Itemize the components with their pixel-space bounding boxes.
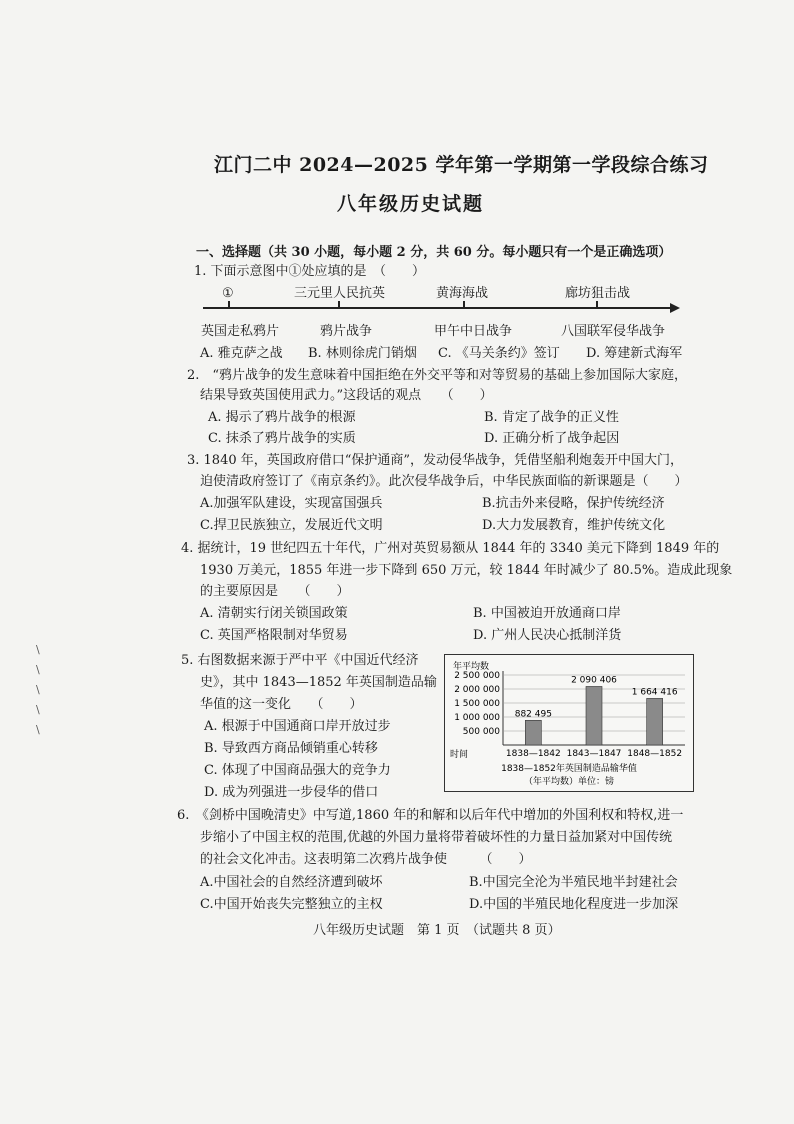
question-4-line: 1930 万美元，1855 年进一步下降到 650 万元，较 1844 年时减少了 80.5%。造成此现象 — [200, 563, 733, 578]
q3-option-b[interactable]: B.抗击外来侵略，保护传统经济 — [482, 496, 665, 511]
bar — [586, 686, 602, 745]
y-tick-label: 2 500 000 — [454, 671, 500, 681]
question-6-line: 6. 《剑桥中国晚清史》中写道,1860 年的和解和以后年代中增加的外国利权和特权,进一 — [177, 808, 684, 823]
q2-option-d[interactable]: D. 正确分析了战争起因 — [484, 431, 620, 446]
chart-caption-unit: （年平均数）单位：镑 — [523, 777, 615, 787]
timeline-bottom-label: 英国走私鸦片 — [201, 324, 280, 339]
x-tick-label: 1848—1852 — [627, 749, 683, 759]
timeline-top-label: ① — [222, 286, 234, 301]
timeline-tick — [596, 301, 598, 309]
y-tick-label: 500 000 — [462, 727, 500, 737]
question-5-line: 5. 右图数据来源于严中平《中国近代经济 — [181, 653, 419, 668]
trade-chart — [444, 654, 694, 792]
question-1-stem: 1. 下面示意图中①处应填的是 （ ） — [194, 264, 426, 279]
q1-option-a[interactable]: A. 雅克萨之战 — [200, 346, 283, 361]
timeline-top-label: 黄海海战 — [436, 286, 489, 301]
timeline-bottom-label: 甲午中日战争 — [434, 324, 513, 339]
trade-bar-chart — [445, 655, 693, 791]
question-4-line: 的主要原因是 （ ） — [200, 584, 350, 599]
q6-option-b[interactable]: B.中国完全沦为半殖民地半封建社会 — [469, 875, 678, 890]
q2-option-a[interactable]: A. 揭示了鸦片战争的根源 — [208, 410, 356, 425]
timeline-tick — [463, 301, 465, 309]
q1-option-b[interactable]: B. 林则徐虎门销烟 — [308, 346, 417, 361]
q5-option-d[interactable]: D. 成为列强进一步侵华的借口 — [204, 785, 379, 800]
question-3-line: 3. 1840 年，英国政府借口“保护通商”，发动侵华战争，凭借坚船利炮轰开中国大门， — [187, 453, 684, 468]
timeline-axis — [203, 307, 671, 309]
q1-option-c[interactable]: C. 《马关条约》签订 — [438, 346, 560, 361]
exam-subtitle: 八年级历史试题 — [337, 193, 485, 215]
q4-option-a[interactable]: A. 清朝实行闭关锁国政策 — [200, 606, 348, 621]
timeline-top-label: 廊坊狙击战 — [565, 286, 631, 301]
timeline-bottom-label: 鸦片战争 — [320, 324, 373, 339]
q5-option-a[interactable]: A. 根源于中国通商口岸开放过步 — [204, 719, 391, 734]
y-tick-label: 1 500 000 — [454, 699, 500, 709]
q5-option-c[interactable]: C. 体现了中国商品强大的竞争力 — [204, 763, 391, 778]
y-tick-label: 2 000 000 — [454, 685, 500, 695]
q4-option-c[interactable]: C. 英国严格限制对华贸易 — [200, 628, 348, 643]
exam-title: 江门二中 2024—2025 学年第一学期第一学段综合练习 — [214, 154, 709, 176]
chart-ylabel: 年平均数 — [453, 662, 490, 672]
x-tick-label: 1838—1842 — [505, 749, 561, 759]
timeline-tick — [228, 301, 230, 309]
question-5-line: 史》，其中 1843—1852 年英国制造品输 — [200, 675, 437, 690]
q3-option-c[interactable]: C.捍卫民族独立，发展近代文明 — [200, 518, 383, 533]
timeline-bottom-label: 八国联军侵华战争 — [561, 324, 666, 339]
page-footer: 八年级历史试题 第 1 页 （试题共 8 页） — [313, 923, 561, 938]
question-6-line: 步缩小了中国主权的范围,优越的外国力量将带着破坏性的力量日益加紧对中国传统 — [200, 830, 673, 845]
y-tick-label: 1 000 000 — [454, 713, 500, 723]
q4-option-b[interactable]: B. 中国被迫开放通商口岸 — [473, 606, 621, 621]
bar-value-label: 882 495 — [514, 709, 552, 720]
q3-option-a[interactable]: A.加强军队建设，实现富国强兵 — [200, 496, 383, 511]
timeline-tick — [338, 301, 340, 309]
question-5-line: 华值的这一变化 （ ） — [200, 697, 363, 712]
q3-option-d[interactable]: D.大力发展教育，维护传统文化 — [482, 518, 666, 533]
q6-option-c[interactable]: C.中国开始丧失完整独立的主权 — [200, 897, 383, 912]
question-6-line: 的社会文化冲击。这表明第二次鸦片战争使 （ ） — [200, 852, 532, 867]
question-3-line: 迫使清政府签订了《南京条约》。此次侵华战争后，中华民族面临的新课题是（ ） — [200, 474, 688, 489]
timeline-top-label: 三元里人民抗英 — [294, 286, 386, 301]
bar — [647, 698, 663, 745]
chart-xlabel: 时间 — [450, 750, 469, 760]
q5-option-b[interactable]: B. 导致西方商品倾销重心转移 — [204, 741, 378, 756]
question-2-line: 结果导致英国使用武力。”这段话的观点 （ ） — [200, 388, 493, 403]
section-heading: 一、选择题（共 30 小题，每小题 2 分，共 60 分。每小题只有一个是正确选项） — [196, 245, 672, 260]
q2-option-c[interactable]: C. 抹杀了鸦片战争的实质 — [208, 431, 356, 446]
q6-option-d[interactable]: D.中国的半殖民地化程度进一步加深 — [469, 897, 679, 912]
q2-option-b[interactable]: B. 肯定了战争的正义性 — [484, 410, 619, 425]
question-4-line: 4. 据统计，19 世纪四五十年代，广州对英贸易额从 1844 年的 3340 美元下降到 1849 年的 — [181, 541, 720, 556]
timeline-arrow-icon — [670, 303, 680, 313]
x-tick-label: 1843—1847 — [566, 749, 622, 759]
bar-value-label: 2 090 406 — [571, 675, 617, 686]
chart-caption: 1838—1852年英国制造品输华值 — [501, 764, 637, 774]
bar-value-label: 1 664 416 — [631, 687, 678, 698]
q1-option-d[interactable]: D. 筹建新式海军 — [586, 346, 683, 361]
q4-option-d[interactable]: D. 广州人民决心抵制洋货 — [473, 628, 622, 643]
q6-option-a[interactable]: A.中国社会的自然经济遭到破坏 — [200, 875, 383, 890]
question-2-line: 2. “鸦片战争的发生意味着中国拒绝在外交平等和对等贸易的基础上参加国际大家庭， — [187, 368, 688, 383]
bar — [525, 720, 541, 745]
margin-marks: \ \ \ \ \ — [36, 643, 40, 736]
